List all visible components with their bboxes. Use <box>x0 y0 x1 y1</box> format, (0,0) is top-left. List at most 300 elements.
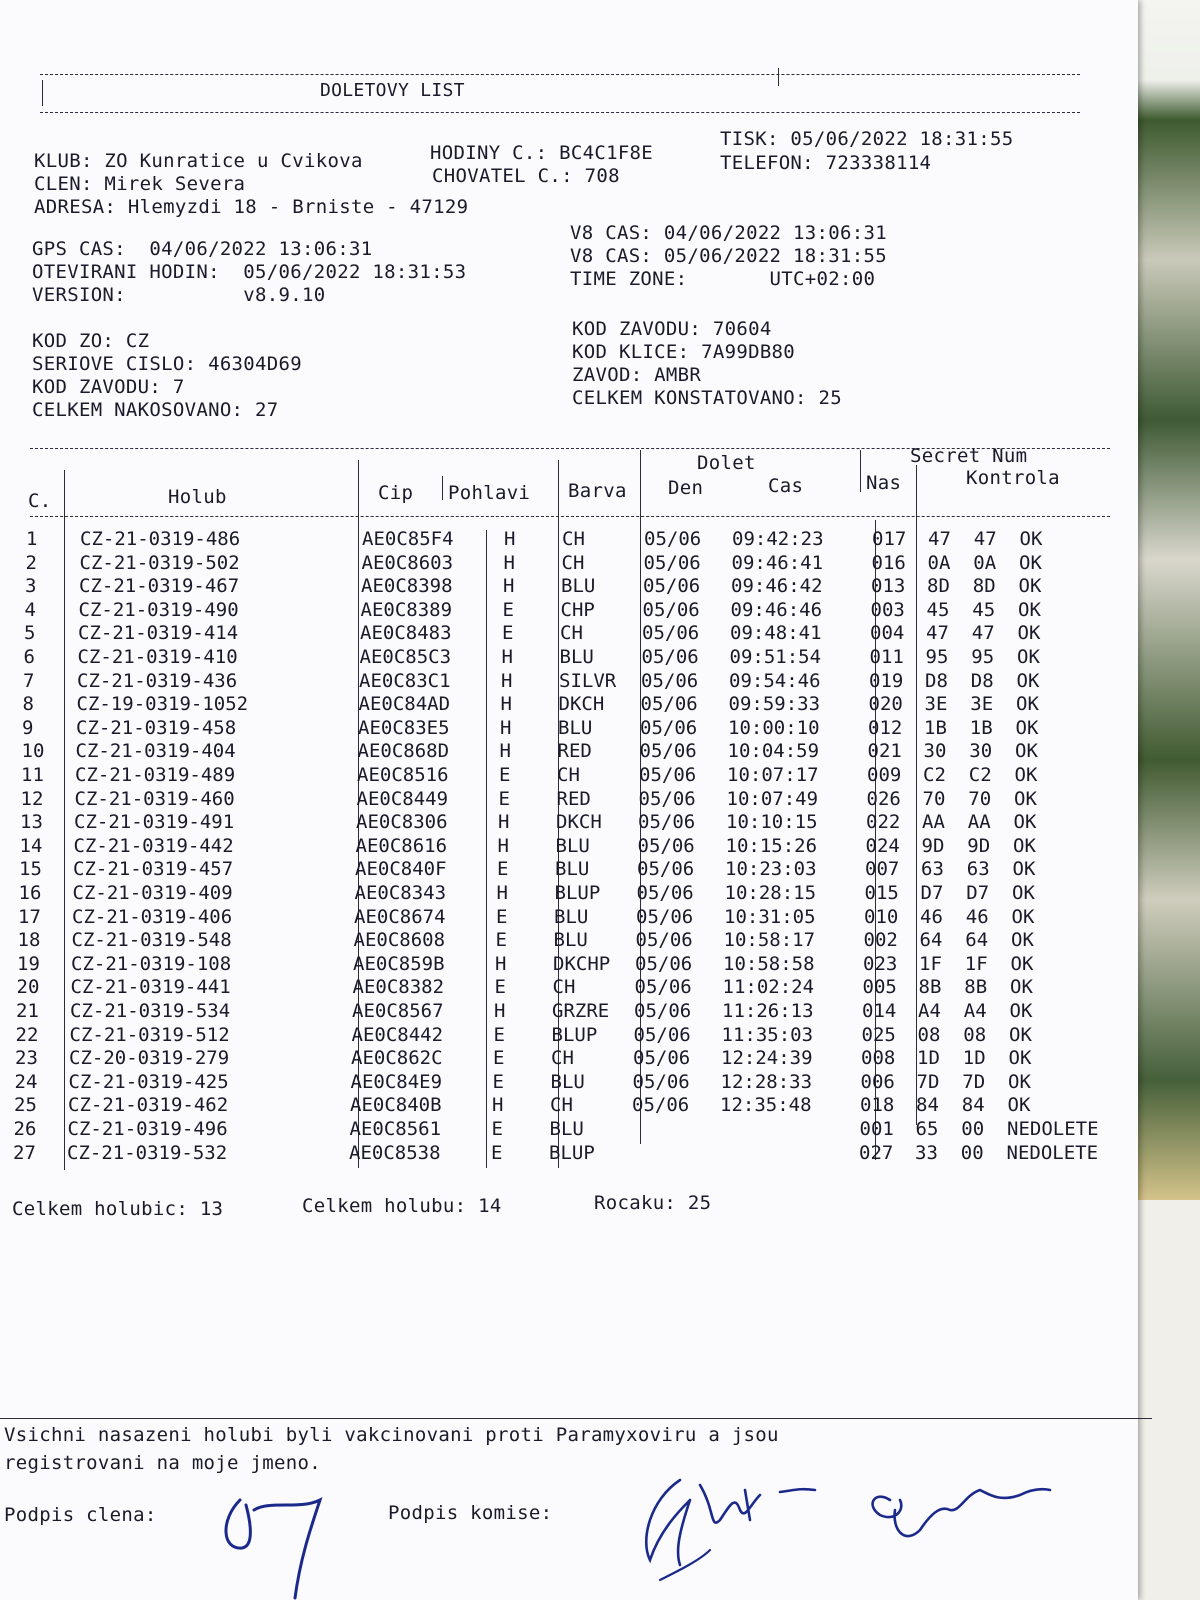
row-cas: 09:46:41 <box>731 551 824 574</box>
row-den: 05/06 <box>640 716 698 739</box>
row-cip: AE0C8306 <box>356 811 448 834</box>
row-nas: 013 <box>871 575 906 598</box>
table-row <box>0 693 1138 716</box>
row-cas: 10:07:49 <box>726 787 819 810</box>
row-pohlavi: E <box>495 929 507 952</box>
version-label: VERSION: v8.9.10 <box>32 284 326 306</box>
row-number: 1 <box>26 528 38 550</box>
row-barva: BLU <box>555 858 590 881</box>
row-pohlavi: H <box>499 740 511 763</box>
row-cip: AE0C8674 <box>354 905 446 928</box>
header-kontrola: Kontrola <box>966 467 1060 489</box>
table-row <box>0 1094 1138 1117</box>
row-den: 05/06 <box>632 1070 690 1093</box>
document-title: DOLETOVY LIST <box>320 80 465 101</box>
row-holub: CZ-21-0319-467 <box>79 575 240 598</box>
row-pohlavi: H <box>503 551 515 574</box>
row-cas: 09:46:46 <box>730 598 823 621</box>
row-pohlavi: E <box>497 858 509 881</box>
row-kontrola: 63 63 OK <box>921 858 1036 881</box>
row-number: 22 <box>15 1023 39 1046</box>
row-holub: CZ-21-0319-442 <box>73 834 234 857</box>
total-rocaku: Rocaku: 25 <box>594 1192 712 1214</box>
row-den: 05/06 <box>633 1047 691 1070</box>
row-den: 05/06 <box>634 976 692 999</box>
row-den: 05/06 <box>641 646 699 668</box>
row-barva: BLUP <box>551 1023 598 1046</box>
row-den: 05/06 <box>638 811 696 834</box>
row-number: 19 <box>17 952 40 975</box>
header-pohlavi: Pohlavi <box>448 482 531 504</box>
row-holub: CZ-21-0319-441 <box>70 976 231 999</box>
row-nas: 027 <box>859 1141 894 1164</box>
row-number: 9 <box>22 716 34 739</box>
row-nas: 003 <box>870 598 905 621</box>
row-kontrola: 9D 9D OK <box>921 834 1036 857</box>
member-signature <box>210 1480 340 1600</box>
row-holub: CZ-21-0319-458 <box>76 716 237 739</box>
row-pohlavi: H <box>494 1000 506 1022</box>
row-barva: RED <box>556 787 591 810</box>
row-holub: CZ-21-0319-534 <box>70 1000 231 1022</box>
row-den: 05/06 <box>636 905 694 928</box>
row-nas: 007 <box>865 858 900 881</box>
row-barva: DKCHP <box>553 952 611 975</box>
row-cas: 10:00:10 <box>728 716 820 739</box>
row-nas: 017 <box>872 528 907 550</box>
row-number: 4 <box>24 598 36 621</box>
row-den: 05/06 <box>639 764 697 786</box>
row-holub: CZ-21-0319-489 <box>75 764 236 786</box>
row-nas: 009 <box>867 764 902 786</box>
row-pohlavi: H <box>495 952 507 975</box>
row-kontrola: 95 95 OK <box>925 646 1040 668</box>
row-cas: 11:35:03 <box>721 1023 814 1046</box>
row-den: 05/06 <box>642 598 700 621</box>
row-cas: 12:35:48 <box>720 1094 812 1117</box>
row-nas: 023 <box>863 952 898 975</box>
row-pohlavi: E <box>496 905 508 928</box>
row-barva: DKCH <box>556 811 602 834</box>
row-number: 14 <box>19 834 43 857</box>
table-row <box>0 670 1138 693</box>
row-nas: 006 <box>860 1070 895 1093</box>
row-cip: AE0C8343 <box>354 882 447 904</box>
row-nas: 008 <box>861 1047 896 1070</box>
row-pohlavi: E <box>493 1023 505 1046</box>
row-holub: CZ-21-0319-404 <box>75 740 236 763</box>
row-number: 20 <box>16 976 40 999</box>
col-line-7 <box>860 450 861 492</box>
row-number: 24 <box>14 1070 38 1093</box>
kod-zo-label: KOD ZO: CZ <box>32 330 150 352</box>
row-kontrola: 8D 8D OK <box>927 575 1042 598</box>
row-cip: AE0C83E5 <box>358 716 450 739</box>
row-number: 27 <box>13 1141 36 1164</box>
tisk-label: TISK: 05/06/2022 18:31:55 <box>720 128 1014 150</box>
row-number: 17 <box>18 905 41 928</box>
row-pohlavi: H <box>497 834 509 857</box>
row-barva: CH <box>550 1094 573 1117</box>
row-cas: 10:04:59 <box>727 740 820 763</box>
total-holubic: Celkem holubic: 13 <box>12 1198 224 1220</box>
row-cip: AE0C8442 <box>351 1023 444 1046</box>
table-row <box>0 1071 1138 1094</box>
row-cas: 10:07:17 <box>727 764 819 786</box>
row-cip: AE0C8538 <box>349 1141 441 1164</box>
row-kontrola: D7 D7 OK <box>920 882 1035 904</box>
row-nas: 022 <box>866 811 901 834</box>
v8-cas-2-label: V8 CAS: 05/06/2022 18:31:55 <box>570 245 887 267</box>
row-kontrola: 30 30 OK <box>923 740 1038 763</box>
row-cip: AE0C859B <box>353 952 445 975</box>
kod-klice-label: KOD KLICE: 7A99DB80 <box>572 341 796 363</box>
row-pohlavi: H <box>501 669 513 692</box>
row-number: 6 <box>23 646 35 668</box>
row-kontrola: C2 C2 OK <box>923 764 1038 786</box>
row-den: 05/06 <box>640 693 698 716</box>
row-pohlavi: E <box>502 622 514 645</box>
row-cip: AE0C8516 <box>357 764 449 786</box>
hodiny-label: HODINY C.: BC4C1F8E <box>430 142 654 164</box>
row-nas: 019 <box>869 669 904 692</box>
seriove-cislo-label: SERIOVE CISLO: 46304D69 <box>32 353 302 375</box>
table-row <box>0 740 1138 763</box>
podpis-komise-label: Podpis komise: <box>388 1502 553 1524</box>
row-holub: CZ-21-0319-548 <box>71 929 232 952</box>
title-left-border <box>42 80 43 106</box>
table-row <box>0 811 1138 834</box>
row-barva: BLUP <box>549 1141 595 1164</box>
row-cas: 10:23:03 <box>725 858 817 881</box>
row-barva: GRZRE <box>552 1000 610 1022</box>
table-row <box>0 953 1138 976</box>
vaccination-statement-line1: Vsichni nasazeni holubi byli vakcinovani proti Paramyxoviru a jsou <box>4 1424 779 1446</box>
row-kontrola: 7D 7D OK <box>916 1070 1031 1093</box>
telefon-label: TELEFON: 723338114 <box>720 152 932 174</box>
row-cip: AE0C85F4 <box>362 528 454 550</box>
header-c: C. <box>28 490 52 512</box>
row-kontrola: A4 A4 OK <box>918 1000 1033 1022</box>
row-barva: BLUP <box>554 882 601 904</box>
row-cas: 09:42:23 <box>732 528 824 550</box>
row-nas: 015 <box>864 882 899 904</box>
row-holub: CZ-21-0319-502 <box>79 551 240 574</box>
row-holub: CZ-21-0319-491 <box>74 811 235 834</box>
row-den: 05/06 <box>637 834 695 857</box>
chovatel-label: CHOVATEL C.: 708 <box>432 165 620 187</box>
row-holub: CZ-21-0319-532 <box>67 1141 228 1164</box>
row-den: 05/06 <box>636 882 694 904</box>
clen-label: CLEN: Mirek Severa <box>34 173 246 195</box>
row-number: 12 <box>20 787 44 810</box>
table-row <box>0 528 1138 551</box>
row-barva: BLU <box>555 834 590 857</box>
row-pohlavi: E <box>502 598 514 621</box>
row-number: 2 <box>25 551 37 574</box>
row-nas: 016 <box>871 551 906 574</box>
row-kontrola: 47 47 OK <box>926 622 1041 645</box>
row-nas: 005 <box>862 976 897 999</box>
title-top-rule <box>40 74 1080 75</box>
v8-cas-1-label: V8 CAS: 04/06/2022 13:06:31 <box>570 222 887 244</box>
row-barva: SILVR <box>559 669 617 692</box>
zavod-label: ZAVOD: AMBR <box>572 364 702 386</box>
row-den: 05/06 <box>638 787 696 810</box>
row-cas: 10:58:58 <box>723 952 815 975</box>
header-nas: Nas <box>866 472 902 494</box>
row-kontrola: 64 64 OK <box>919 929 1034 952</box>
adresa-label: ADRESA: Hlemyzdi 18 - Brniste - 47129 <box>34 196 469 218</box>
row-cip: AE0C8483 <box>360 622 452 645</box>
row-kontrola: 65 00 NEDOLETE <box>915 1118 1099 1140</box>
row-kontrola: 8B 8B OK <box>918 976 1033 999</box>
row-pohlavi: H <box>504 528 516 550</box>
row-cip: AE0C8561 <box>349 1118 442 1140</box>
row-cip: AE0C85C3 <box>359 646 452 668</box>
row-nas: 004 <box>870 622 905 645</box>
row-nas: 018 <box>860 1094 895 1117</box>
row-cas: 10:31:05 <box>724 905 816 928</box>
table-row <box>0 599 1138 622</box>
row-den: 05/06 <box>635 952 693 975</box>
row-number: 18 <box>17 929 41 952</box>
table-row <box>0 1000 1138 1023</box>
row-cip: AE0C868D <box>357 740 450 763</box>
row-cip: AE0C8567 <box>352 1000 444 1022</box>
oteviranie-label: OTEVIRANI HODIN: 05/06/2022 18:31:53 <box>32 261 467 283</box>
row-nas: 001 <box>859 1118 894 1140</box>
row-nas: 002 <box>863 929 898 952</box>
row-holub: CZ-21-0319-462 <box>68 1094 229 1117</box>
row-kontrola: 3E 3E OK <box>924 693 1039 716</box>
row-number: 26 <box>13 1118 37 1140</box>
table-row <box>0 976 1138 999</box>
row-nas: 025 <box>861 1023 896 1046</box>
row-pohlavi: H <box>503 575 515 598</box>
row-barva: CHP <box>560 598 595 621</box>
row-den: 05/06 <box>639 740 697 763</box>
row-pohlavi: H <box>498 811 510 834</box>
row-kontrola: 1D 1D OK <box>917 1047 1032 1070</box>
row-cip: AE0C8603 <box>361 551 454 574</box>
title-bottom-rule <box>40 112 1080 113</box>
table-row <box>0 1118 1138 1141</box>
header-cas: Cas <box>768 475 804 497</box>
row-cas: 09:46:42 <box>731 575 823 598</box>
header-barva: Barva <box>568 480 627 502</box>
table-row <box>0 764 1138 787</box>
row-pohlavi: H <box>500 716 512 739</box>
header-den: Den <box>668 477 704 499</box>
row-barva: DKCH <box>558 693 605 716</box>
row-number: 16 <box>18 882 42 904</box>
table-row <box>0 552 1138 575</box>
row-den: 05/06 <box>634 1000 692 1022</box>
row-cas: 09:48:41 <box>730 622 822 645</box>
row-barva: BLU <box>559 646 594 668</box>
row-holub: CZ-21-0319-457 <box>73 858 234 881</box>
row-barva: CH <box>560 622 583 645</box>
row-den: 05/06 <box>643 575 701 598</box>
row-cas: 11:02:24 <box>722 976 815 999</box>
row-holub: CZ-21-0319-409 <box>72 882 233 904</box>
row-holub: CZ-21-0319-425 <box>68 1070 229 1093</box>
gps-cas-label: GPS CAS: 04/06/2022 13:06:31 <box>32 238 373 260</box>
row-cip: AE0C84AD <box>358 693 451 716</box>
row-number: 5 <box>24 622 36 645</box>
row-barva: BLU <box>561 575 596 598</box>
row-pohlavi: E <box>494 976 506 999</box>
row-pohlavi: E <box>499 764 511 786</box>
row-kontrola: 47 47 OK <box>928 528 1043 550</box>
row-kontrola: 1F 1F OK <box>919 952 1034 975</box>
row-number: 8 <box>22 693 34 716</box>
row-den: 05/06 <box>643 551 701 574</box>
row-cas: 10:58:17 <box>723 929 816 952</box>
row-barva: CH <box>552 976 576 999</box>
row-nas: 024 <box>865 834 900 857</box>
row-barva: CH <box>561 551 585 574</box>
row-barva: BLU <box>553 929 588 952</box>
row-den: 05/06 <box>637 858 695 881</box>
footer-rule <box>0 1418 1152 1419</box>
table-row <box>0 622 1138 645</box>
row-number: 7 <box>23 669 35 692</box>
table-row <box>0 906 1138 929</box>
row-pohlavi: H <box>501 646 513 668</box>
row-cip: AE0C8616 <box>355 834 448 857</box>
kod-zavodu-right-label: KOD ZAVODU: 70604 <box>572 318 772 340</box>
row-barva: RED <box>557 740 592 763</box>
row-nas: 026 <box>866 787 901 810</box>
row-number: 3 <box>25 575 37 598</box>
table-row <box>0 1024 1138 1047</box>
table-row <box>0 1142 1138 1165</box>
row-nas: 020 <box>868 693 903 716</box>
row-cip: AE0C8389 <box>360 598 453 621</box>
row-nas: 011 <box>869 646 904 668</box>
row-pohlavi: E <box>491 1141 503 1164</box>
row-den: 05/06 <box>633 1023 691 1046</box>
row-cip: AE0C83C1 <box>359 669 451 692</box>
row-kontrola: D8 D8 OK <box>925 669 1040 692</box>
row-pohlavi: E <box>491 1118 503 1140</box>
row-kontrola: 0A 0A OK <box>927 551 1042 574</box>
kod-zavodu-left-label: KOD ZAVODU: 7 <box>32 376 185 398</box>
row-den: 05/06 <box>642 622 700 645</box>
row-barva: BLU <box>550 1070 585 1093</box>
row-cas: 09:59:33 <box>728 693 821 716</box>
row-kontrola: 33 00 NEDOLETE <box>915 1141 1099 1164</box>
row-den: 05/06 <box>632 1094 690 1117</box>
row-holub: CZ-21-0319-414 <box>78 622 239 645</box>
table-row <box>0 646 1138 669</box>
row-number: 23 <box>15 1047 38 1070</box>
row-pohlavi: H <box>500 693 512 716</box>
table-row <box>0 1047 1138 1070</box>
row-cas: 10:28:15 <box>724 882 817 904</box>
commission-signature <box>620 1450 1070 1590</box>
title-right-tick <box>778 68 779 86</box>
row-kontrola: 84 84 OK <box>916 1094 1031 1117</box>
table-row <box>0 929 1138 952</box>
row-barva: BLU <box>554 905 589 928</box>
row-cas: 09:51:54 <box>729 646 822 668</box>
table-row <box>0 717 1138 740</box>
row-number: 21 <box>16 1000 39 1022</box>
row-kontrola: AA AA OK <box>922 811 1037 834</box>
row-den: 05/06 <box>644 528 702 550</box>
row-holub: CZ-19-0319-1052 <box>76 693 249 716</box>
row-pohlavi: E <box>492 1070 504 1093</box>
vaccination-statement-line2: registrovani na moje jmeno. <box>4 1452 321 1474</box>
row-den: 05/06 <box>635 929 693 952</box>
row-holub: CZ-21-0319-108 <box>71 952 232 975</box>
row-cip: AE0C8449 <box>356 787 449 810</box>
table-row <box>0 882 1138 905</box>
row-holub: CZ-21-0319-512 <box>69 1023 230 1046</box>
row-kontrola: 45 45 OK <box>926 598 1041 621</box>
col-line-3 <box>442 476 443 500</box>
row-holub: CZ-21-0319-490 <box>78 598 239 621</box>
header-holub: Holub <box>168 486 227 508</box>
table-header-bottom-rule <box>30 516 1110 517</box>
klub-label: KLUB: ZO Kunratice u Cvikova <box>34 150 363 172</box>
header-dolet: Dolet <box>697 452 756 474</box>
header-secret-num: Secret Num <box>910 445 1028 467</box>
row-cip: AE0C862C <box>351 1047 443 1070</box>
row-holub: CZ-21-0319-460 <box>74 787 235 810</box>
table-row <box>0 788 1138 811</box>
row-pohlavi: H <box>492 1094 504 1117</box>
row-barva: BLU <box>558 716 593 739</box>
row-holub: CZ-20-0319-279 <box>69 1047 230 1070</box>
row-kontrola: 70 70 OK <box>922 787 1037 810</box>
row-nas: 010 <box>864 905 899 928</box>
row-cip: AE0C84E9 <box>350 1070 443 1093</box>
row-number: 25 <box>14 1094 37 1117</box>
row-cas: 10:10:15 <box>726 811 818 834</box>
row-holub: CZ-21-0319-486 <box>80 528 241 550</box>
row-nas: 014 <box>862 1000 897 1022</box>
time-zone-label: TIME ZONE: UTC+02:00 <box>570 268 876 290</box>
row-holub: CZ-21-0319-410 <box>77 646 238 668</box>
total-holubu: Celkem holubu: 14 <box>302 1195 502 1217</box>
row-barva: CH <box>551 1047 574 1070</box>
row-barva: CH <box>557 764 580 786</box>
table-row <box>0 835 1138 858</box>
row-number: 10 <box>21 740 45 763</box>
row-nas: 021 <box>867 740 902 763</box>
row-holub: CZ-21-0319-406 <box>72 905 233 928</box>
row-kontrola: 1B 1B OK <box>924 716 1039 739</box>
row-cas: 12:24:39 <box>721 1047 813 1070</box>
row-cip: AE0C8382 <box>352 976 445 999</box>
row-holub: CZ-21-0319-436 <box>77 669 238 692</box>
row-number: 11 <box>21 764 44 786</box>
row-pohlavi: E <box>498 787 510 810</box>
row-cip: AE0C840F <box>355 858 447 881</box>
row-pohlavi: H <box>496 882 508 904</box>
row-den: 05/06 <box>641 669 699 692</box>
row-holub: CZ-21-0319-496 <box>67 1118 228 1140</box>
row-cip: AE0C8398 <box>361 575 453 598</box>
row-kontrola: 08 08 OK <box>917 1023 1032 1046</box>
row-nas: 012 <box>868 716 903 739</box>
row-pohlavi: E <box>493 1047 505 1070</box>
row-number: 15 <box>19 858 42 881</box>
